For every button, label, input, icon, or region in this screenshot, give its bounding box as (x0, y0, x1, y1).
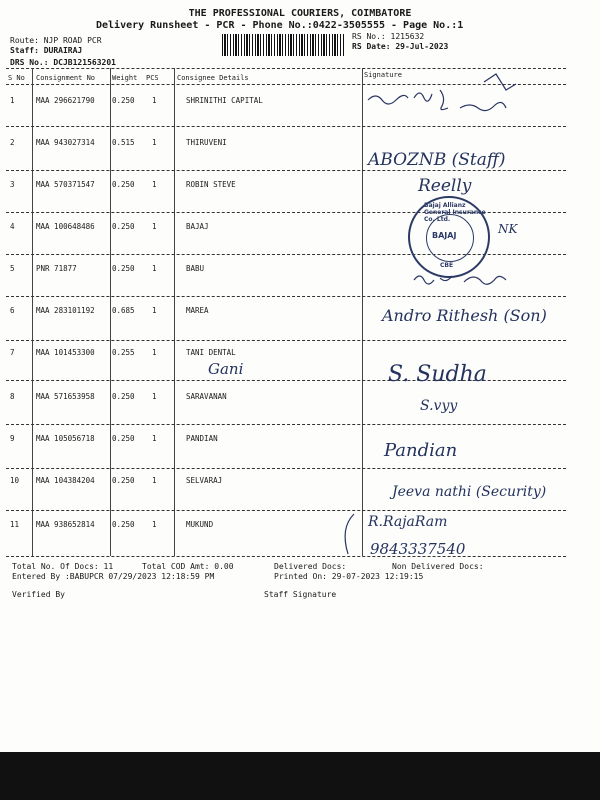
row-consignee: MUKUND (186, 520, 214, 529)
row-consignee: SARAVANAN (186, 392, 227, 401)
delivered-docs: Delivered Docs: (274, 562, 347, 571)
signature-scribble-row5 (410, 268, 510, 290)
row-weight: 0.250 (112, 264, 135, 273)
row-consignment: MAA 100648486 (36, 222, 95, 231)
row-sno: 9 (10, 434, 15, 443)
row-consignee: BAJAJ (186, 222, 209, 231)
handwritten-name-row11: R.RajaRam (368, 514, 448, 530)
total-docs: Total No. Of Docs: 11 (12, 562, 114, 571)
row-divider (6, 510, 566, 511)
column-header-signature: Signature (364, 71, 402, 79)
document-subtitle: Delivery Runsheet - PCR - Phone No.:0422-3505555 - Page No.:1 (96, 20, 464, 31)
row-consignee: BABU (186, 264, 205, 273)
row-consignment: MAA 571653958 (36, 392, 95, 401)
row-weight: 0.250 (112, 392, 135, 401)
document-title: THE PROFESSIONAL COURIERS, COIMBATORE (188, 8, 412, 19)
staff-signature-label: Staff Signature (264, 590, 337, 599)
row-pcs: 1 (152, 392, 157, 401)
table-bottom-rule (6, 556, 566, 557)
row-pcs: 1 (152, 306, 157, 315)
row-pcs: 1 (152, 222, 157, 231)
row-sno: 10 (10, 476, 20, 485)
rs-number: RS No.: 1215632 (352, 32, 425, 41)
staff-label: Staff: DURAIRAJ (10, 46, 83, 55)
row-pcs: 1 (152, 476, 157, 485)
column-divider (174, 68, 175, 556)
total-cod-amount: Total COD Amt: 0.00 (142, 562, 234, 571)
rs-date: RS Date: 29-Jul-2023 (352, 42, 449, 51)
row-consignment: MAA 105056718 (36, 434, 95, 443)
row-sno: 6 (10, 306, 15, 315)
verified-by-label: Verified By (12, 590, 65, 599)
signature-scribble-row1 (364, 72, 534, 128)
scan-dark-edge (0, 752, 600, 800)
column-header-consignee: Consignee Details (177, 74, 249, 82)
row-pcs: 1 (152, 348, 157, 357)
handwritten-signature-row4: NK (498, 222, 518, 236)
barcode-image (222, 34, 344, 56)
handwritten-signature-row6: Andro Rithesh (Son) (382, 306, 547, 325)
row-consignment: MAA 938652814 (36, 520, 95, 529)
row-consignee: THIRUVENI (186, 138, 227, 147)
row-sno: 11 (10, 520, 20, 529)
row-divider (6, 340, 566, 341)
row-consignment: MAA 283101192 (36, 306, 95, 315)
row-sno: 1 (10, 96, 15, 105)
row-weight: 0.250 (112, 476, 135, 485)
stamp-center-text: BAJAJ (432, 231, 457, 240)
row-sno: 2 (10, 138, 15, 147)
route-label: Route: NJP ROAD PCR (10, 36, 102, 45)
drs-number: DRS No.: DCJB121563201 (10, 58, 116, 67)
handwritten-signature-row10: Jeeva nathi (Security) (392, 484, 547, 500)
signature-bracket-mark (336, 510, 360, 558)
row-consignment: MAA 943027314 (36, 138, 95, 147)
handwritten-name-row7: Gani (208, 360, 244, 378)
row-weight: 0.255 (112, 348, 135, 357)
row-consignment: MAA 104384204 (36, 476, 95, 485)
row-sno: 3 (10, 180, 15, 189)
row-pcs: 1 (152, 96, 157, 105)
row-consignee: MAREA (186, 306, 209, 315)
row-weight: 0.250 (112, 520, 135, 529)
row-consignment: MAA 570371547 (36, 180, 95, 189)
row-weight: 0.250 (112, 180, 135, 189)
row-pcs: 1 (152, 138, 157, 147)
row-sno: 4 (10, 222, 15, 231)
handwritten-phone-row11: 9843337540 (370, 540, 466, 558)
row-pcs: 1 (152, 434, 157, 443)
row-sno: 5 (10, 264, 15, 273)
row-consignee: PANDIAN (186, 434, 218, 443)
row-consignment: MAA 296621790 (36, 96, 95, 105)
column-header-pcs: PCS (146, 74, 159, 82)
row-divider (6, 424, 566, 425)
row-pcs: 1 (152, 520, 157, 529)
row-consignee: ROBIN STEVE (186, 180, 236, 189)
row-pcs: 1 (152, 180, 157, 189)
row-consignment: PNR 71877 (36, 264, 77, 273)
row-weight: 0.685 (112, 306, 135, 315)
column-divider (32, 68, 33, 556)
row-consignee: SELVARAJ (186, 476, 223, 485)
handwritten-signature-row9: Pandian (384, 440, 458, 461)
row-sno: 8 (10, 392, 15, 401)
handwritten-signature-row3: Reelly (418, 176, 472, 196)
stamp-bottom-text: CBE (440, 262, 454, 269)
column-header-weight: Weight (112, 74, 138, 82)
stamp-outer-text: Bajaj Allianz General Insurance Co. Ltd. (424, 202, 486, 223)
entered-by: Entered By :BABUPCR 07/29/2023 12:18:59 PM (12, 572, 215, 581)
handwritten-signature-row8: S.vyy (420, 398, 458, 414)
row-weight: 0.250 (112, 222, 135, 231)
row-divider (6, 170, 566, 171)
row-divider (6, 468, 566, 469)
column-header-sno: S No (8, 74, 25, 82)
column-header-consignment: Consignment No (36, 74, 96, 82)
column-divider (362, 68, 363, 556)
row-weight: 0.250 (112, 434, 135, 443)
row-weight: 0.250 (112, 96, 135, 105)
row-consignment: MAA 101453300 (36, 348, 95, 357)
handwritten-signature-row7: S. Sudha (388, 362, 487, 387)
column-divider (110, 68, 111, 556)
handwritten-signature-row2: ABOZNB (Staff) (368, 150, 506, 170)
bajaj-stamp-seal (408, 196, 490, 278)
row-consignee: SHRINITHI CAPITAL (186, 96, 263, 105)
table-top-rule (6, 68, 566, 69)
row-pcs: 1 (152, 264, 157, 273)
non-delivered-docs: Non Delivered Docs: (392, 562, 484, 571)
row-weight: 0.515 (112, 138, 135, 147)
printed-on: Printed On: 29-07-2023 12:19:15 (274, 572, 424, 581)
row-consignee: TANI DENTAL (186, 348, 236, 357)
row-sno: 7 (10, 348, 15, 357)
row-divider (6, 296, 566, 297)
